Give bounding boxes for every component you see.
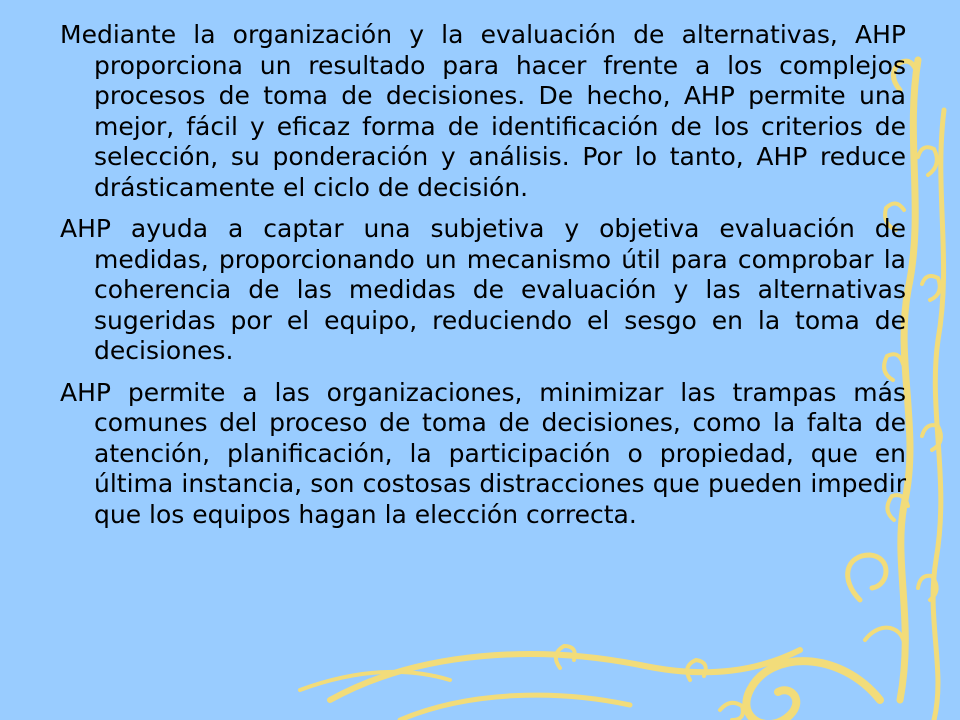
paragraph-1: Mediante la organización y la evaluación de alternativas, AHP proporciona un resultado para hacer frente a los complejos procesos de toma de decisiones. De hecho, AHP permite una mejor, fácil y eficaz forma de identificación de los criterios de selección, su ponderación y análisis. Por lo tanto, AHP reduce drásticamente el ciclo de decisión. (60, 20, 906, 202)
paragraph-3: AHP permite a las organizaciones, minimizar las trampas más comunes del proceso de toma de decisiones, como la falta de atención, planificación, la participación o propiedad, que en última instancia, son costosas distracciones que pueden impedir que los equipos hagan la elección correcta. (60, 377, 906, 529)
paragraph-2: AHP ayuda a captar una subjetiva y objetiva evaluación de medidas, proporcionando un mecanismo útil para comprobar la coherencia de las medidas de evaluación y las alternativas sugeridas por el equipo, reduciendo el sesgo en la toma de decisiones. (60, 214, 906, 365)
body-text (60, 20, 906, 541)
